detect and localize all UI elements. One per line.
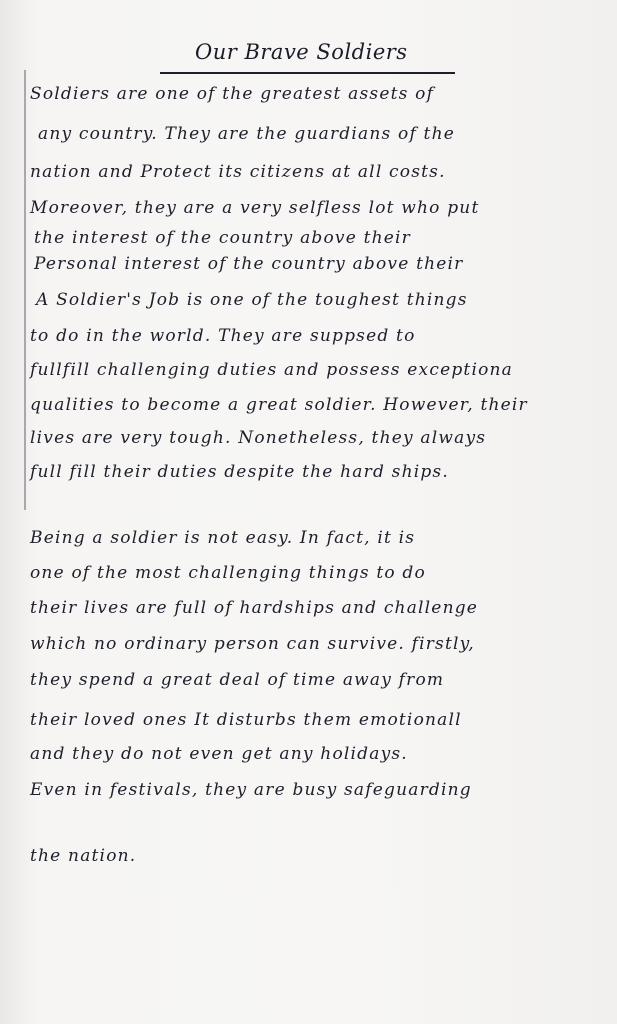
text-line: the nation. [30, 846, 137, 866]
text-line: Being a soldier is not easy. In fact, it is [30, 528, 416, 548]
text-line: A Soldier's Job is one of the toughest things [36, 290, 468, 310]
text-line: one of the most challenging things to do [30, 563, 426, 583]
text-line: to do in the world. They are suppsed to [30, 326, 416, 346]
text-line: which no ordinary person can survive. firstly, [30, 634, 475, 654]
text-line: lives are very tough. Nonetheless, they always [30, 428, 487, 448]
text-line: Personal interest of the country above their [34, 254, 464, 274]
title-underline [160, 72, 455, 74]
margin-line [24, 70, 26, 510]
text-line: fullfill challenging duties and possess exceptiona [30, 360, 513, 380]
text-line: and they do not even get any holidays. [30, 744, 408, 764]
text-line: their loved ones It disturbs them emotionall [30, 710, 462, 730]
text-line: any country. They are the guardians of the [38, 124, 455, 144]
text-line: Moreover, they are a very selfless lot who put [30, 198, 480, 218]
text-line: the interest of the country above their [34, 228, 411, 248]
text-line: Soldiers are one of the greatest assets of [30, 84, 435, 104]
text-line: they spend a great deal of time away from [30, 670, 445, 690]
text-line: their lives are full of hardships and challenge [30, 598, 479, 618]
text-line: qualities to become a great soldier. However, their [30, 395, 528, 415]
text-line: Even in festivals, they are busy safeguarding [30, 780, 472, 800]
text-line: full fill their duties despite the hard ships. [30, 462, 449, 482]
text-line: nation and Protect its citizens at all costs. [30, 162, 446, 182]
essay-title: Our Brave Soldiers [195, 40, 408, 64]
